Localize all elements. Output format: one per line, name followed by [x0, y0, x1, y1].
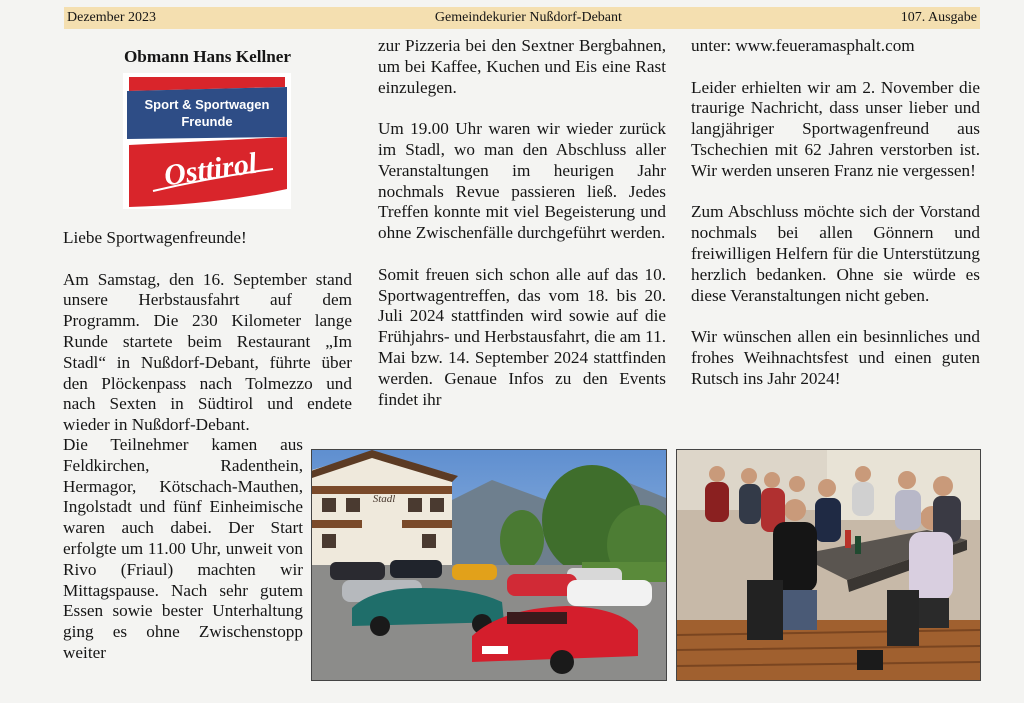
column-3	[691, 36, 980, 390]
col3-paragraph-2: Leider erhielten wir am 2. November die traurige Nachricht, dass unser lieber und langjähriger Sportwagenfreund aus Tschechien mit 62 Jahren verstorben ist. Wir werden unseren Franz nie vergessen!	[691, 77, 980, 180]
column-1	[63, 228, 352, 436]
logo-script-text: Osttirol	[161, 146, 260, 193]
header-issue: 107. Ausgabe	[900, 10, 977, 25]
restaurant-sign: Stadl	[372, 493, 396, 505]
col3-paragraph-1: unter: www.feueramasphalt.com	[691, 36, 915, 55]
club-logo	[123, 73, 291, 209]
greeting: Liebe Sportwagenfreunde!	[63, 228, 247, 247]
photo-group-dinner	[676, 449, 981, 681]
col2-paragraph-3: Somit freuen sich schon alle auf das 10. Sportwagentreffen, das vom 18. bis 20. Juli 2024 stattfinden wird sowie auf die Frühjahrs- und Herbstausfahrt, die am 11. Mai bzw. 14. September 2024 stattfinden werden. Genaue Infos zu den Events findet ihr	[378, 264, 666, 409]
photo-sports-cars	[311, 449, 667, 681]
header-title: Gemeindekurier Nußdorf-Debant	[434, 10, 622, 25]
col2-paragraph-2: Um 19.00 Uhr waren wir wieder zurück im Stadl, wo man den Abschluss aller Veranstaltungen im heurigen Jahr nochmals Revue passieren ließ. Jedes Treffen konnte mit viel Begeisterung und ohne Zwischenfälle durchgeführt werden.	[378, 119, 666, 243]
logo-blue-band	[127, 87, 287, 139]
header-date: Dezember 2023	[67, 10, 157, 25]
col1-paragraph-2: Die Teilnehmer kamen aus Feldkirchen, Radenthein, Hermagor, Kötschach-Mauthen, Ingolstadt und fünf Einheimische waren auch dabei. Der Start erfolgte um 11.00 Uhr, unweit von Rivo (Friaul) machten wir Mittagspause. Nach sehr gutem Essen sowie bester Unterhaltung ging es ohne Zwischenstopp weiter	[63, 435, 303, 662]
logo-text-line1: Sport & Sportwagen	[144, 97, 270, 112]
col2-paragraph-1: zur Pizzeria bei den Sextner Bergbahnen, um bei Kaffee, Kuchen und Eis eine Rast einzulegen.	[378, 36, 666, 97]
col3-paragraph-3: Zum Abschluss möchte sich der Vorstand nochmals bei allen Gönnern und freiwilligen Helfern für die Unterstützung herzlich bedanken. Ohne sie würde es diese Veranstaltungen nicht geben.	[691, 202, 980, 305]
page-header	[64, 7, 980, 29]
logo-text-line2: Freunde	[181, 114, 233, 129]
column-2	[378, 36, 666, 410]
obmann-heading: Obmann Hans Kellner	[123, 47, 292, 66]
col1-paragraph-1: Am Samstag, den 16. September stand unsere Herbstausfahrt auf dem Programm. Die 230 Kilometer lange Runde startete beim Restaurant „Im Stadl“ in Nußdorf-Debant, führte über den Plöckenpass nach Tolmezzo und nach Sexten in Südtirol und endete wieder in Nußdorf-Debant.	[63, 269, 352, 435]
col3-paragraph-4: Wir wünschen allen ein besinnliches und frohes Weihnachtsfest und einen guten Rutsch ins Jahr 2024!	[691, 327, 980, 388]
